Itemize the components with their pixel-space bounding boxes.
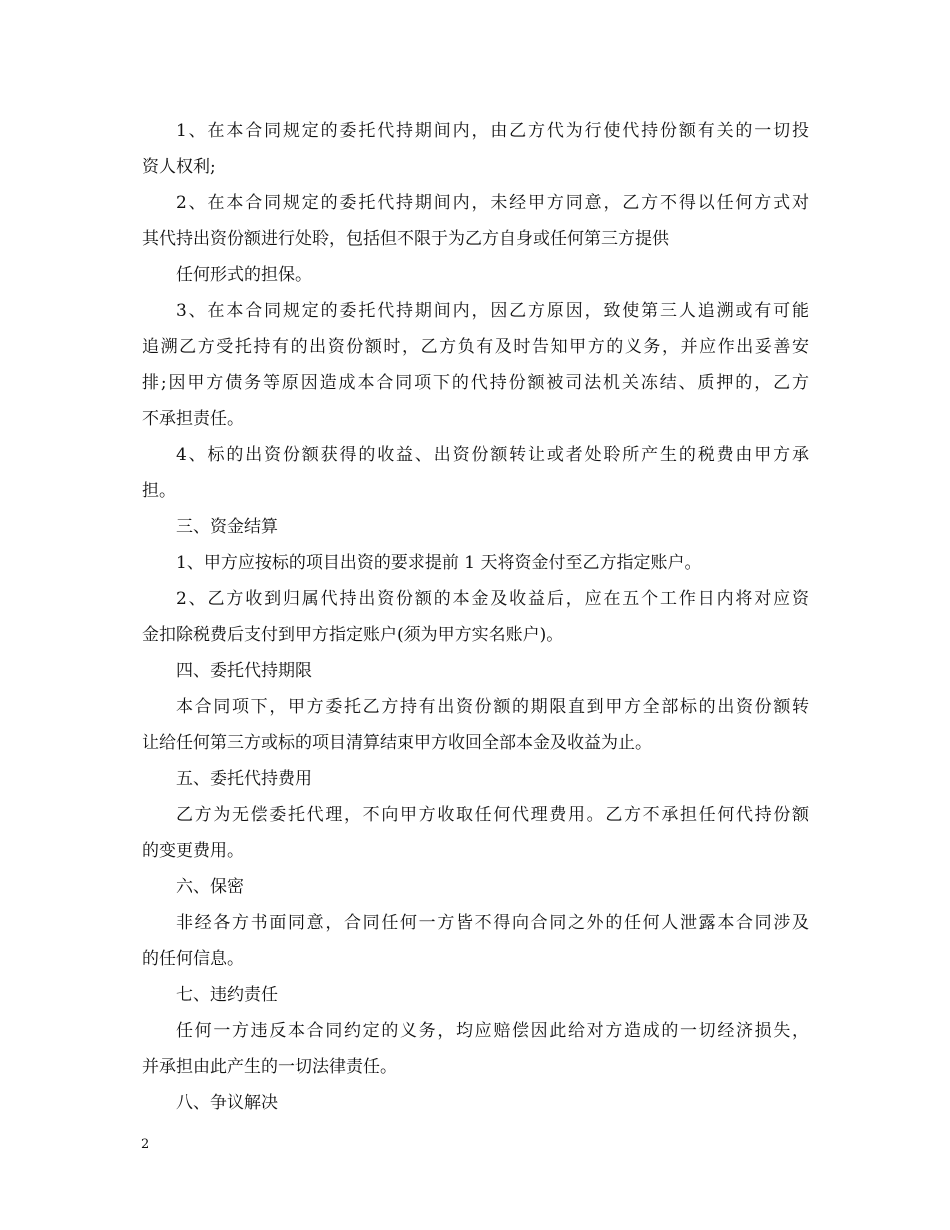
text-line: 本合同项下，甲方委托乙方持有出资份额的期限直到甲方全部标的出资份额转: [176, 697, 809, 717]
text-line: 资人权利;: [142, 157, 216, 177]
text-line: 排;因甲方债务等原因造成本合同项下的代持份额被司法机关冻结、质押的，乙方: [142, 373, 809, 393]
text-line: 金扣除税费后支付到甲方指定账户(须为甲方实名账户)。: [142, 625, 564, 645]
section-heading: 五、委托代持费用: [176, 769, 312, 789]
section-heading: 七、违约责任: [176, 985, 278, 1005]
text-line: 让给任何第三方或标的项目清算结束甲方收回全部本金及收益为止。: [142, 733, 652, 753]
text-line: 2、在本合同规定的委托代持期间内，未经甲方同意，乙方不得以任何方式对: [176, 193, 809, 213]
text-line: 2、乙方收到归属代持出资份额的本金及收益后，应在五个工作日内将对应资: [176, 589, 809, 609]
section-heading: 六、保密: [176, 877, 244, 897]
section-heading: 八、争议解决: [176, 1093, 278, 1113]
text-line: 非经各方书面同意，合同任何一方皆不得向合同之外的任何人泄露本合同涉及: [176, 913, 809, 933]
text-line: 追溯乙方受托持有的出资份额时，乙方负有及时告知甲方的义务，并应作出妥善安: [142, 337, 809, 357]
text-line: 4、标的出资份额获得的收益、出资份额转让或者处聆所产生的税费由甲方承: [176, 445, 809, 465]
page-number: 2: [141, 1137, 150, 1152]
text-line: 其代持出资份额进行处聆，包括但不限于为乙方自身或任何第三方提供: [142, 229, 669, 249]
text-line: 3、在本合同规定的委托代持期间内，因乙方原因，致使第三人追溯或有可能: [176, 301, 809, 321]
section-heading: 三、资金结算: [176, 517, 278, 537]
text-line: 1、甲方应按标的项目出资的要求提前 1 天将资金付至乙方指定账户。: [176, 553, 702, 573]
text-line: 的任何信息。: [142, 949, 244, 969]
text-line: 任何一方违反本合同约定的义务，均应赔偿因此给对方造成的一切经济损失，: [176, 1021, 809, 1041]
text-line: 乙方为无偿委托代理，不向甲方收取任何代理费用。乙方不承担任何代持份额: [176, 805, 809, 825]
text-line: 并承担由此产生的一切法律责任。: [142, 1057, 397, 1077]
text-line: 的变更费用。: [142, 841, 244, 861]
text-line: 不承担责任。: [142, 409, 244, 429]
text-line: 担。: [142, 481, 176, 501]
text-line: 1、在本合同规定的委托代持期间内，由乙方代为行使代持份额有关的一切投: [176, 121, 809, 141]
section-heading: 四、委托代持期限: [176, 661, 312, 681]
text-line: 任何形式的担保。: [176, 265, 312, 285]
